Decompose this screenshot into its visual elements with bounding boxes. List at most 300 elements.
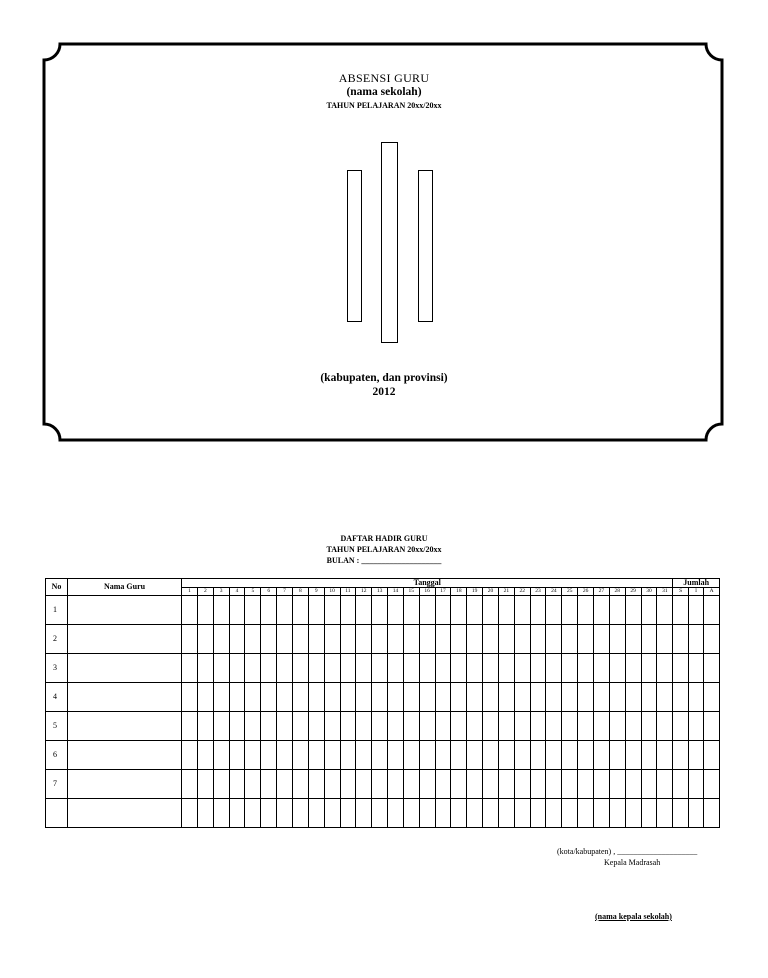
attendance-cell[interactable] [435, 770, 451, 799]
attendance-cell[interactable] [182, 741, 198, 770]
attendance-cell[interactable] [197, 712, 213, 741]
attendance-cell[interactable] [197, 596, 213, 625]
attendance-cell[interactable] [451, 625, 467, 654]
attendance-cell[interactable] [562, 799, 578, 828]
attendance-cell[interactable] [514, 683, 530, 712]
attendance-cell[interactable] [372, 654, 388, 683]
attendance-cell[interactable] [197, 741, 213, 770]
attendance-cell[interactable] [483, 741, 499, 770]
attendance-cell[interactable] [308, 625, 324, 654]
attendance-cell[interactable] [356, 596, 372, 625]
attendance-cell[interactable] [197, 799, 213, 828]
attendance-cell[interactable] [609, 770, 625, 799]
attendance-cell[interactable] [609, 683, 625, 712]
attendance-cell[interactable] [419, 712, 435, 741]
attendance-cell[interactable] [277, 625, 293, 654]
cover-school-name: (nama sekolah) [346, 86, 422, 98]
attendance-cell[interactable] [388, 770, 404, 799]
table-row [46, 799, 720, 828]
attendance-cell[interactable] [277, 654, 293, 683]
attendance-cell[interactable] [578, 625, 594, 654]
sheet-title: DAFTAR HADIR GURU [340, 534, 428, 543]
attendance-cell[interactable] [641, 683, 657, 712]
attendance-cell[interactable] [182, 596, 198, 625]
attendance-cell[interactable] [514, 625, 530, 654]
attendance-cell[interactable] [483, 683, 499, 712]
teacher-name-cell[interactable] [68, 625, 182, 654]
attendance-cell[interactable] [641, 770, 657, 799]
attendance-cell[interactable] [498, 799, 514, 828]
attendance-cell[interactable] [657, 683, 673, 712]
attendance-cell[interactable] [277, 712, 293, 741]
date-header-cell: 8 [292, 588, 308, 596]
attendance-cell[interactable] [213, 770, 229, 799]
attendance-cell[interactable] [261, 625, 277, 654]
attendance-cell[interactable] [467, 596, 483, 625]
total-cell[interactable] [704, 770, 720, 799]
attendance-cell[interactable] [213, 799, 229, 828]
total-cell[interactable] [688, 683, 703, 712]
attendance-cell[interactable] [657, 712, 673, 741]
attendance-cell[interactable] [182, 799, 198, 828]
attendance-cell[interactable] [451, 741, 467, 770]
attendance-cell[interactable] [277, 596, 293, 625]
attendance-cell[interactable] [261, 683, 277, 712]
attendance-cell[interactable] [530, 683, 546, 712]
attendance-cell[interactable] [625, 712, 641, 741]
attendance-cell[interactable] [451, 654, 467, 683]
attendance-cell[interactable] [419, 596, 435, 625]
attendance-cell[interactable] [308, 654, 324, 683]
total-cell[interactable] [673, 596, 688, 625]
attendance-cell[interactable] [372, 625, 388, 654]
total-cell[interactable] [688, 712, 703, 741]
date-header-cell: 7 [277, 588, 293, 596]
total-cell[interactable] [673, 683, 688, 712]
attendance-cell[interactable] [594, 625, 610, 654]
teacher-name-cell[interactable] [68, 741, 182, 770]
attendance-cell[interactable] [435, 625, 451, 654]
attendance-cell[interactable] [277, 770, 293, 799]
attendance-cell[interactable] [292, 625, 308, 654]
attendance-cell[interactable] [213, 654, 229, 683]
attendance-cell[interactable] [467, 654, 483, 683]
attendance-cell[interactable] [514, 596, 530, 625]
attendance-cell[interactable] [324, 596, 340, 625]
attendance-cell[interactable] [419, 683, 435, 712]
attendance-cell[interactable] [213, 741, 229, 770]
attendance-cell[interactable] [419, 799, 435, 828]
attendance-cell[interactable] [467, 741, 483, 770]
attendance-cell[interactable] [229, 596, 245, 625]
attendance-cell[interactable] [245, 799, 261, 828]
total-cell[interactable] [688, 625, 703, 654]
attendance-cell[interactable] [625, 596, 641, 625]
attendance-cell[interactable] [308, 799, 324, 828]
attendance-cell[interactable] [292, 770, 308, 799]
attendance-cell[interactable] [578, 741, 594, 770]
total-cell[interactable] [704, 654, 720, 683]
attendance-cell[interactable] [182, 770, 198, 799]
attendance-cell[interactable] [245, 654, 261, 683]
attendance-cell[interactable] [625, 654, 641, 683]
attendance-cell[interactable] [277, 683, 293, 712]
cover-logo-bar-left [347, 170, 362, 322]
date-header-cell: 10 [324, 588, 340, 596]
attendance-cell[interactable] [641, 741, 657, 770]
attendance-cell[interactable] [229, 799, 245, 828]
attendance-cell[interactable] [625, 683, 641, 712]
attendance-cell[interactable] [419, 625, 435, 654]
attendance-cell[interactable] [388, 683, 404, 712]
attendance-cell[interactable] [498, 654, 514, 683]
attendance-cell[interactable] [403, 799, 419, 828]
attendance-cell[interactable] [498, 596, 514, 625]
attendance-cell[interactable] [340, 654, 356, 683]
attendance-cell[interactable] [261, 741, 277, 770]
attendance-cell[interactable] [451, 770, 467, 799]
signature-name: (nama kepala sekolah) [595, 912, 672, 921]
attendance-cell[interactable] [229, 625, 245, 654]
attendance-cell[interactable] [197, 654, 213, 683]
attendance-cell[interactable] [403, 596, 419, 625]
attendance-cell[interactable] [372, 741, 388, 770]
attendance-cell[interactable] [435, 654, 451, 683]
attendance-cell[interactable] [182, 683, 198, 712]
attendance-cell[interactable] [356, 770, 372, 799]
attendance-cell[interactable] [594, 741, 610, 770]
attendance-cell[interactable] [245, 712, 261, 741]
attendance-cell[interactable] [467, 625, 483, 654]
attendance-cell[interactable] [245, 596, 261, 625]
attendance-cell[interactable] [340, 712, 356, 741]
attendance-cell[interactable] [657, 625, 673, 654]
attendance-cell[interactable] [229, 741, 245, 770]
attendance-cell[interactable] [435, 712, 451, 741]
attendance-cell[interactable] [245, 770, 261, 799]
attendance-cell[interactable] [483, 799, 499, 828]
attendance-cell[interactable] [435, 799, 451, 828]
attendance-cell[interactable] [388, 741, 404, 770]
attendance-cell[interactable] [609, 799, 625, 828]
total-cell[interactable] [673, 654, 688, 683]
total-cell[interactable] [688, 741, 703, 770]
total-cell[interactable] [673, 770, 688, 799]
attendance-cell[interactable] [594, 683, 610, 712]
attendance-cell[interactable] [609, 654, 625, 683]
attendance-cell[interactable] [530, 741, 546, 770]
total-cell[interactable] [688, 596, 703, 625]
attendance-cell[interactable] [562, 683, 578, 712]
attendance-cell[interactable] [261, 654, 277, 683]
attendance-cell[interactable] [356, 683, 372, 712]
attendance-cell[interactable] [372, 596, 388, 625]
attendance-cell[interactable] [388, 799, 404, 828]
attendance-cell[interactable] [530, 712, 546, 741]
attendance-cell[interactable] [340, 596, 356, 625]
attendance-cell[interactable] [213, 596, 229, 625]
attendance-cell[interactable] [451, 596, 467, 625]
total-header-cell: A [704, 588, 720, 596]
attendance-cell[interactable] [308, 683, 324, 712]
attendance-cell[interactable] [292, 741, 308, 770]
teacher-name-cell[interactable] [68, 683, 182, 712]
attendance-cell[interactable] [324, 712, 340, 741]
attendance-cell[interactable] [245, 625, 261, 654]
attendance-cell[interactable] [324, 770, 340, 799]
attendance-cell[interactable] [197, 770, 213, 799]
attendance-cell[interactable] [483, 625, 499, 654]
attendance-cell[interactable] [292, 799, 308, 828]
attendance-cell[interactable] [308, 712, 324, 741]
attendance-cell[interactable] [182, 625, 198, 654]
attendance-cell[interactable] [277, 799, 293, 828]
attendance-cell[interactable] [403, 741, 419, 770]
attendance-cell[interactable] [514, 799, 530, 828]
attendance-cell[interactable] [324, 799, 340, 828]
attendance-cell[interactable] [324, 625, 340, 654]
attendance-cell[interactable] [213, 625, 229, 654]
attendance-cell[interactable] [578, 712, 594, 741]
attendance-cell[interactable] [245, 741, 261, 770]
attendance-cell[interactable] [292, 654, 308, 683]
attendance-cell[interactable] [182, 654, 198, 683]
attendance-cell[interactable] [467, 770, 483, 799]
attendance-cell[interactable] [625, 741, 641, 770]
total-cell[interactable] [673, 799, 688, 828]
attendance-cell[interactable] [261, 770, 277, 799]
attendance-cell[interactable] [641, 625, 657, 654]
attendance-cell[interactable] [356, 625, 372, 654]
attendance-cell[interactable] [594, 712, 610, 741]
attendance-cell[interactable] [467, 683, 483, 712]
attendance-cell[interactable] [340, 770, 356, 799]
attendance-cell[interactable] [578, 683, 594, 712]
attendance-cell[interactable] [292, 683, 308, 712]
header-no: No [46, 579, 68, 596]
teacher-name-cell[interactable] [68, 654, 182, 683]
total-cell[interactable] [704, 741, 720, 770]
table-row [46, 741, 720, 770]
attendance-cell[interactable] [356, 799, 372, 828]
attendance-cell[interactable] [657, 741, 673, 770]
attendance-cell[interactable] [324, 741, 340, 770]
attendance-cell[interactable] [182, 712, 198, 741]
attendance-cell[interactable] [483, 596, 499, 625]
attendance-cell[interactable] [546, 741, 562, 770]
total-cell[interactable] [688, 654, 703, 683]
attendance-cell[interactable] [562, 741, 578, 770]
attendance-cell[interactable] [388, 625, 404, 654]
attendance-cell[interactable] [625, 799, 641, 828]
attendance-cell[interactable] [419, 741, 435, 770]
attendance-cell[interactable] [530, 799, 546, 828]
attendance-cell[interactable] [530, 654, 546, 683]
attendance-cell[interactable] [498, 683, 514, 712]
attendance-cell[interactable] [356, 654, 372, 683]
attendance-cell[interactable] [562, 654, 578, 683]
attendance-cell[interactable] [261, 712, 277, 741]
table-row [46, 770, 720, 799]
attendance-cell[interactable] [578, 799, 594, 828]
attendance-cell[interactable] [403, 654, 419, 683]
attendance-cell[interactable] [546, 596, 562, 625]
total-cell[interactable] [673, 712, 688, 741]
attendance-cell[interactable] [530, 596, 546, 625]
attendance-cell[interactable] [451, 799, 467, 828]
attendance-cell[interactable] [403, 712, 419, 741]
attendance-cell[interactable] [229, 770, 245, 799]
attendance-cell[interactable] [324, 683, 340, 712]
attendance-cell[interactable] [625, 770, 641, 799]
date-header-cell: 13 [372, 588, 388, 596]
attendance-cell[interactable] [388, 596, 404, 625]
attendance-cell[interactable] [609, 625, 625, 654]
cover-logo-bar-center [381, 142, 398, 343]
attendance-cell[interactable] [356, 712, 372, 741]
attendance-cell[interactable] [514, 741, 530, 770]
date-header-cell: 16 [419, 588, 435, 596]
total-cell[interactable] [704, 625, 720, 654]
attendance-cell[interactable] [451, 683, 467, 712]
attendance-cell[interactable] [261, 799, 277, 828]
attendance-cell[interactable] [498, 741, 514, 770]
total-cell[interactable] [673, 625, 688, 654]
date-header-cell: 14 [388, 588, 404, 596]
attendance-cell[interactable] [308, 770, 324, 799]
attendance-cell[interactable] [609, 712, 625, 741]
attendance-cell[interactable] [419, 770, 435, 799]
attendance-cell[interactable] [292, 596, 308, 625]
attendance-cell[interactable] [388, 654, 404, 683]
attendance-cell[interactable] [388, 712, 404, 741]
attendance-cell[interactable] [261, 596, 277, 625]
attendance-cell[interactable] [372, 712, 388, 741]
attendance-cell[interactable] [641, 799, 657, 828]
attendance-cell[interactable] [641, 596, 657, 625]
teacher-name-cell[interactable] [68, 770, 182, 799]
attendance-cell[interactable] [498, 625, 514, 654]
attendance-cell[interactable] [372, 770, 388, 799]
attendance-cell[interactable] [340, 799, 356, 828]
attendance-cell[interactable] [435, 596, 451, 625]
total-cell[interactable] [704, 712, 720, 741]
teacher-name-cell[interactable] [68, 712, 182, 741]
attendance-cell[interactable] [657, 596, 673, 625]
attendance-cell[interactable] [403, 683, 419, 712]
total-cell[interactable] [704, 683, 720, 712]
total-cell[interactable] [688, 799, 703, 828]
attendance-cell[interactable] [277, 741, 293, 770]
date-header-cell: 24 [546, 588, 562, 596]
total-cell[interactable] [704, 799, 720, 828]
attendance-cell[interactable] [403, 770, 419, 799]
attendance-cell[interactable] [451, 712, 467, 741]
attendance-cell[interactable] [467, 712, 483, 741]
total-cell[interactable] [704, 596, 720, 625]
attendance-cell[interactable] [340, 625, 356, 654]
attendance-cell[interactable] [546, 654, 562, 683]
attendance-cell[interactable] [356, 741, 372, 770]
header-dates: Tanggal [182, 579, 673, 588]
attendance-cell[interactable] [578, 654, 594, 683]
attendance-cell[interactable] [435, 683, 451, 712]
attendance-cell[interactable] [530, 770, 546, 799]
attendance-cell[interactable] [483, 712, 499, 741]
attendance-cell[interactable] [546, 770, 562, 799]
attendance-cell[interactable] [530, 625, 546, 654]
attendance-cell[interactable] [372, 799, 388, 828]
date-header-cell: 29 [625, 588, 641, 596]
teacher-name-cell[interactable] [68, 799, 182, 828]
attendance-cell[interactable] [229, 712, 245, 741]
attendance-cell[interactable] [657, 799, 673, 828]
attendance-cell[interactable] [419, 654, 435, 683]
attendance-cell[interactable] [483, 654, 499, 683]
attendance-cell[interactable] [435, 741, 451, 770]
attendance-cell[interactable] [641, 654, 657, 683]
attendance-cell[interactable] [562, 712, 578, 741]
attendance-cell[interactable] [483, 770, 499, 799]
attendance-cell[interactable] [594, 596, 610, 625]
attendance-cell[interactable] [594, 654, 610, 683]
attendance-cell[interactable] [594, 770, 610, 799]
attendance-cell[interactable] [229, 654, 245, 683]
attendance-cell[interactable] [340, 683, 356, 712]
attendance-cell[interactable] [324, 654, 340, 683]
attendance-cell[interactable] [498, 770, 514, 799]
attendance-cell[interactable] [625, 625, 641, 654]
attendance-cell[interactable] [609, 741, 625, 770]
attendance-cell[interactable] [197, 683, 213, 712]
attendance-cell[interactable] [498, 712, 514, 741]
teacher-name-cell[interactable] [68, 596, 182, 625]
attendance-cell[interactable] [578, 596, 594, 625]
attendance-cell[interactable] [372, 683, 388, 712]
attendance-cell[interactable] [562, 770, 578, 799]
attendance-cell[interactable] [594, 799, 610, 828]
attendance-cell[interactable] [641, 712, 657, 741]
attendance-cell[interactable] [657, 770, 673, 799]
attendance-cell[interactable] [609, 596, 625, 625]
attendance-cell[interactable] [213, 683, 229, 712]
row-number-cell: 7 [46, 770, 68, 799]
attendance-cell[interactable] [229, 683, 245, 712]
total-cell[interactable] [688, 770, 703, 799]
attendance-cell[interactable] [340, 741, 356, 770]
attendance-cell[interactable] [514, 712, 530, 741]
attendance-cell[interactable] [514, 770, 530, 799]
attendance-cell[interactable] [562, 596, 578, 625]
attendance-cell[interactable] [197, 625, 213, 654]
attendance-cell[interactable] [514, 654, 530, 683]
attendance-cell[interactable] [308, 596, 324, 625]
attendance-cell[interactable] [245, 683, 261, 712]
total-cell[interactable] [673, 741, 688, 770]
attendance-cell[interactable] [213, 712, 229, 741]
attendance-cell[interactable] [546, 799, 562, 828]
attendance-cell[interactable] [467, 799, 483, 828]
attendance-cell[interactable] [562, 625, 578, 654]
attendance-cell[interactable] [546, 683, 562, 712]
attendance-cell[interactable] [546, 625, 562, 654]
attendance-cell[interactable] [578, 770, 594, 799]
attendance-cell[interactable] [292, 712, 308, 741]
attendance-cell[interactable] [403, 625, 419, 654]
attendance-cell[interactable] [657, 654, 673, 683]
attendance-cell[interactable] [308, 741, 324, 770]
attendance-cell[interactable] [546, 712, 562, 741]
